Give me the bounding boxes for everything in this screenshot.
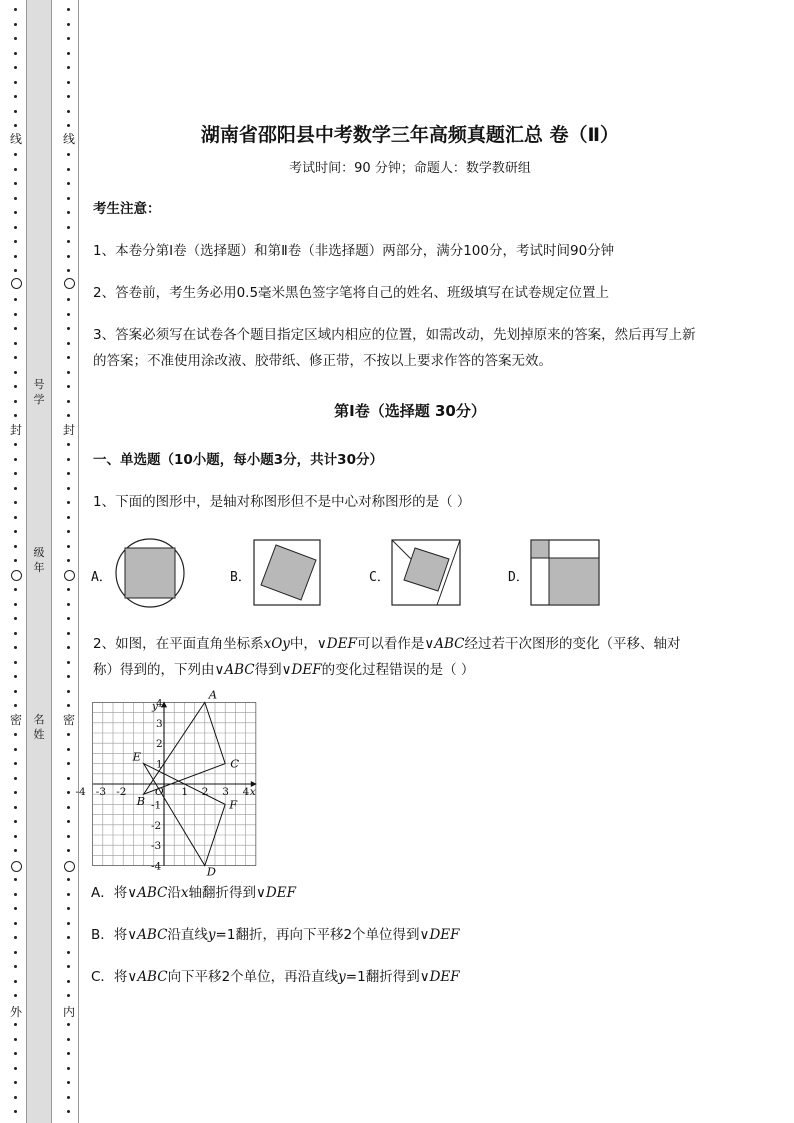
cut-line-dot (67, 182, 70, 185)
cut-line-dot (67, 675, 70, 678)
page-title: 湖南省邵阳县中考数学三年高频真题汇总 卷（Ⅱ） (200, 124, 620, 146)
cut-line-dot (14, 661, 17, 664)
cut-line-dot (14, 675, 17, 678)
x-tick-label: -4 (75, 786, 86, 798)
graph-labels (75, 687, 255, 878)
cut-line-dot (14, 8, 17, 11)
cut-line-dot (67, 806, 70, 809)
margin-border-line (78, 0, 79, 1123)
right-ring-icon (64, 278, 75, 289)
x-tick-label: -2 (116, 786, 127, 798)
cut-line-dot (14, 342, 17, 345)
cut-line-dot (67, 501, 70, 504)
cut-line-dot (67, 661, 70, 664)
cut-line-dot (67, 835, 70, 838)
notice-item-2: 2、答卷前，考生务必用0.5毫米黑色签字笔将自己的姓名、班级填写在试卷规定位置上 (93, 285, 610, 301)
cut-line-dot (14, 762, 17, 765)
cut-line-dot (67, 313, 70, 316)
cut-line-dot (67, 110, 70, 113)
cut-line-dot (67, 1052, 70, 1055)
cut-line-dot (14, 124, 17, 127)
cut-line-dot (67, 617, 70, 620)
cut-line-dot (67, 95, 70, 98)
cut-line-dot (14, 1052, 17, 1055)
cut-line-dot (14, 81, 17, 84)
q1-option-b-label: B． (230, 570, 251, 585)
dotted-cut-line-left (11, 0, 21, 1123)
point-label-f: F (229, 797, 238, 812)
cut-line-dot (67, 342, 70, 345)
y-tick-label: -3 (151, 840, 162, 853)
q1-option-c-figure (391, 539, 463, 607)
cut-line-dot (67, 762, 70, 765)
cut-line-dot (14, 1081, 17, 1084)
cut-line-dot (14, 168, 17, 171)
cut-line-dot (14, 313, 17, 316)
cut-line-dot (67, 907, 70, 910)
q1-option-a-label: A． (91, 570, 112, 585)
cut-line-dot (14, 980, 17, 983)
cut-line-dot (14, 1110, 17, 1113)
left-ring-icon (11, 570, 22, 581)
cut-line-dot (14, 545, 17, 548)
cut-line-dot (14, 1038, 17, 1041)
point-label-e: E (132, 749, 142, 764)
cut-line-dot (67, 66, 70, 69)
cut-line-dot (67, 994, 70, 997)
cut-line-dot (14, 327, 17, 330)
x-tick-label: 1 (181, 786, 189, 798)
cut-line-dot (14, 791, 17, 794)
cut-line-dot (14, 255, 17, 258)
x-tick-label: 3 (222, 786, 229, 798)
cut-line-dot (14, 182, 17, 185)
cut-line-dot (67, 371, 70, 374)
cut-line-dot (14, 994, 17, 997)
left-cut-label: 线 (9, 132, 22, 146)
cut-line-dot (14, 443, 17, 446)
x-tick-label: -3 (95, 786, 107, 798)
cut-line-dot (14, 835, 17, 838)
cut-line-dot (67, 733, 70, 736)
cut-line-dot (14, 226, 17, 229)
cut-line-dot (14, 211, 17, 214)
cut-line-dot (67, 588, 70, 591)
q1-option-b-figure (253, 539, 323, 607)
q1-option-d-label: D． (508, 570, 529, 585)
cut-line-dot (14, 1067, 17, 1070)
name-label: 名 姓 (33, 713, 45, 741)
y-tick-label: 3 (156, 717, 163, 730)
cut-line-dot (67, 458, 70, 461)
grade-label: 级 年 (33, 546, 45, 574)
cut-line-dot (67, 153, 70, 156)
cut-line-dot (14, 878, 17, 881)
q2-option-a: A．将∨ABC沿x轴翻折得到∨DEF (91, 885, 296, 901)
cut-line-dot (14, 298, 17, 301)
cut-line-dot (14, 371, 17, 374)
section-title: 第Ⅰ卷（选择题 30分） (334, 402, 486, 420)
cut-line-dot (14, 748, 17, 751)
y-tick-label: 2 (156, 738, 163, 751)
cut-line-dot (67, 298, 70, 301)
cut-line-dot (67, 559, 70, 562)
cut-line-dot (14, 95, 17, 98)
left-ring-icon (11, 861, 22, 872)
cut-line-dot (67, 23, 70, 26)
cut-line-dot (67, 414, 70, 417)
cut-line-dot (67, 327, 70, 330)
cut-line-dot (67, 690, 70, 693)
cut-line-dot (67, 545, 70, 548)
cut-line-dot (67, 255, 70, 258)
cut-line-dot (14, 1023, 17, 1026)
cut-line-dot (14, 588, 17, 591)
cut-line-dot (67, 646, 70, 649)
cut-line-dot (67, 965, 70, 968)
cut-line-dot (67, 81, 70, 84)
cut-line-dot (14, 240, 17, 243)
notice-heading: 考生注意： (93, 201, 161, 217)
notice-item-3: 3、答案必须写在试卷各个题目指定区域内相应的位置，如需改动，先划掉原来的答案，然后再写上新 (93, 327, 696, 343)
cut-line-dot (14, 110, 17, 113)
cut-line-dot (67, 820, 70, 823)
cut-line-dot (67, 37, 70, 40)
cut-line-dot (14, 951, 17, 954)
cut-line-dot (67, 516, 70, 519)
graph-axes (93, 701, 257, 865)
cut-line-dot (14, 52, 17, 55)
cut-line-dot (14, 458, 17, 461)
left-cut-label: 密 (9, 713, 22, 727)
cut-line-dot (67, 1096, 70, 1099)
cut-line-dot (67, 893, 70, 896)
y-tick-label: 4 (156, 697, 163, 710)
q2-coordinate-graph (75, 687, 256, 879)
right-ring-icon (64, 861, 75, 872)
cut-line-dot (67, 951, 70, 954)
cut-line-dot (67, 1081, 70, 1084)
origin-label: O (155, 786, 164, 798)
right-cut-label: 线 (62, 132, 75, 146)
cut-line-dot (67, 443, 70, 446)
cut-line-dot (67, 356, 70, 359)
cut-line-dot (14, 356, 17, 359)
question-1-stem: 1、下面的图形中，是轴对称图形但不是中心对称图形的是（ ） (93, 494, 471, 510)
cut-line-dot (14, 922, 17, 925)
cut-line-dot (67, 849, 70, 852)
cut-line-dot (14, 617, 17, 620)
point-label-d: D (206, 864, 217, 879)
cut-line-dot (14, 1096, 17, 1099)
cut-line-dot (67, 385, 70, 388)
cut-line-dot (14, 487, 17, 490)
cut-line-dot (14, 704, 17, 707)
y-tick-label: -4 (151, 860, 162, 873)
y-axis-label: y (152, 700, 158, 713)
cut-line-dot (67, 197, 70, 200)
cut-line-dot (67, 211, 70, 214)
cut-line-dot (14, 733, 17, 736)
notice-item-1: 1、本卷分第Ⅰ卷（选择题）和第Ⅱ卷（非选择题）两部分，满分100分，考试时间90分钟 (93, 243, 615, 259)
cut-line-dot (14, 23, 17, 26)
x-tick-label: 4 (242, 786, 250, 798)
student-id-label: 号 学 (33, 378, 45, 406)
cut-line-dot (67, 632, 70, 635)
cut-line-dot (67, 704, 70, 707)
notice-item-3-cont: 的答案；不准使用涂改液、胶带纸、修正带，不按以上要求作答的答案无效。 (93, 353, 552, 369)
cut-line-dot (14, 690, 17, 693)
cut-line-dot (67, 1038, 70, 1041)
cut-line-dot (67, 530, 70, 533)
cut-line-dot (67, 791, 70, 794)
cut-line-dot (14, 37, 17, 40)
cut-line-dot (14, 936, 17, 939)
cut-line-dot (67, 168, 70, 171)
cut-line-dot (67, 400, 70, 403)
cut-line-dot (14, 806, 17, 809)
cut-line-dot (14, 893, 17, 896)
cut-line-dot (14, 559, 17, 562)
x-axis-label: x (249, 786, 256, 798)
left-cut-label: 封 (9, 423, 22, 437)
y-tick-label: -2 (151, 819, 162, 832)
cut-line-dot (14, 516, 17, 519)
y-tick-label: 1 (156, 758, 163, 771)
cut-line-dot (14, 269, 17, 272)
cut-line-dot (14, 530, 17, 533)
x-tick-label: 2 (201, 786, 209, 798)
cut-line-dot (67, 936, 70, 939)
right-cut-label: 内 (62, 1005, 75, 1019)
question-2-stem-cont: 称）得到的，下列由∨ABC得到∨DEF的变化过程错误的是（ ） (93, 662, 475, 678)
cut-line-dot (67, 52, 70, 55)
left-cut-label: 外 (9, 1005, 22, 1019)
cut-line-dot (14, 907, 17, 910)
point-label-c: C (230, 756, 240, 771)
exam-info: 考试时间：90 分钟；命题人：数学教研组 (289, 161, 531, 176)
cut-line-dot (14, 603, 17, 606)
right-ring-icon (64, 570, 75, 581)
cut-line-dot (67, 1110, 70, 1113)
cut-line-dot (67, 603, 70, 606)
cut-line-dot (14, 153, 17, 156)
cut-line-dot (67, 124, 70, 127)
cut-line-dot (14, 472, 17, 475)
cut-line-dot (67, 487, 70, 490)
cut-line-dot (14, 632, 17, 635)
cut-line-dot (14, 414, 17, 417)
right-cut-label: 密 (62, 713, 75, 727)
cut-line-dot (14, 197, 17, 200)
y-tick-label: -1 (151, 799, 162, 812)
cut-line-dot (14, 385, 17, 388)
q2-option-b: B．将∨ABC沿直线y=1翻折，再向下平移2个单位得到∨DEF (91, 927, 460, 943)
q1-option-a-figure (114, 537, 186, 609)
question-2-stem: 2、如图，在平面直角坐标系xOy中，∨DEF可以看作是∨ABC经过若干次图形的变化（平移、轴对 (93, 636, 681, 652)
cut-line-dot (67, 472, 70, 475)
cut-line-dot (14, 66, 17, 69)
point-label-b: B (136, 794, 146, 809)
cut-line-dot (14, 400, 17, 403)
cut-line-dot (67, 1067, 70, 1070)
cut-line-dot (14, 849, 17, 852)
q1-option-d-figure (530, 539, 601, 607)
cut-line-dot (67, 748, 70, 751)
cut-line-dot (67, 8, 70, 11)
cut-line-dot (14, 820, 17, 823)
cut-line-dot (14, 965, 17, 968)
cut-line-dot (14, 777, 17, 780)
part-heading: 一、单选题（10小题，每小题3分，共计30分） (93, 452, 383, 468)
cut-line-dot (67, 226, 70, 229)
right-cut-label: 封 (62, 423, 75, 437)
q2-option-c: C．将∨ABC向下平移2个单位，再沿直线y=1翻折得到∨DEF (91, 969, 460, 985)
cut-line-dot (67, 777, 70, 780)
q1-option-c-label: C． (369, 570, 390, 585)
cut-line-dot (14, 501, 17, 504)
cut-line-dot (67, 878, 70, 881)
cut-line-dot (14, 646, 17, 649)
cut-line-dot (67, 922, 70, 925)
point-label-a: A (208, 687, 218, 702)
cut-line-dot (67, 1023, 70, 1026)
cut-line-dot (67, 980, 70, 983)
cut-line-dot (67, 269, 70, 272)
cut-line-dot (67, 240, 70, 243)
dotted-cut-line-right (64, 0, 74, 1123)
left-ring-icon (11, 278, 22, 289)
